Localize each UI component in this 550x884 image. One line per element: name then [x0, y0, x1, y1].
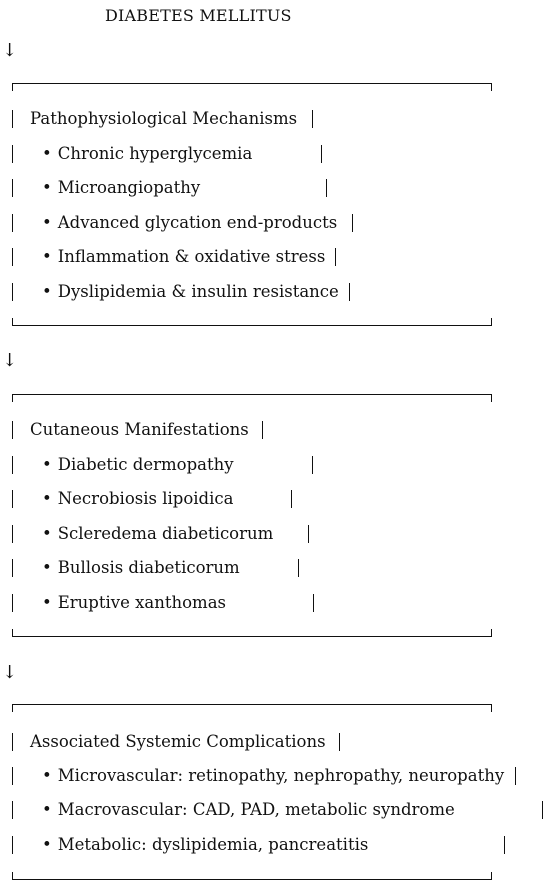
row-left-bar: [12, 559, 13, 577]
list-item: [12, 593, 320, 613]
row-right-bar: [262, 421, 263, 439]
row-right-bar: [515, 767, 516, 785]
bullet-icon: •: [42, 282, 52, 301]
list-item-label: Necrobiosis lipoidica: [57, 489, 234, 508]
box-bottom-border: [12, 318, 492, 326]
row-left-bar: [12, 283, 13, 301]
list-item-label: Scleredema diabeticorum: [57, 524, 274, 543]
box-bottom-border: [12, 629, 492, 637]
row-left-bar: [12, 490, 13, 508]
section-box-systemic: [12, 704, 505, 880]
section-heading-row: [12, 732, 347, 752]
bullet-icon: •: [42, 593, 52, 612]
section-box-pathophysiology: [12, 83, 492, 326]
row-right-bar: [335, 248, 336, 266]
list-item-label: Macrovascular: CAD, PAD, metabolic syndrome: [57, 800, 455, 819]
section-heading: Associated Systemic Complications: [30, 732, 326, 751]
row-left-bar: [12, 110, 13, 128]
row-right-bar: [312, 456, 313, 474]
flow-arrow-down-icon: ↓: [2, 40, 18, 61]
list-item-label: Inflammation & oxidative stress: [57, 247, 326, 266]
list-item-label: Microvascular: retinopathy, nephropathy, neuropathy: [57, 766, 505, 785]
row-right-bar: [339, 733, 340, 751]
diagram-title: DIABETES MELLITUS: [105, 6, 292, 25]
list-item-label: Bullosis diabeticorum: [57, 558, 240, 577]
bullet-icon: •: [42, 455, 52, 474]
list-item: [12, 766, 520, 786]
list-item: [12, 178, 332, 198]
list-item: [12, 800, 548, 820]
row-left-bar: [12, 145, 13, 163]
row-right-bar: [326, 179, 327, 197]
section-heading-row: [12, 420, 267, 440]
list-item-label: Metabolic: dyslipidemia, pancreatitis: [57, 835, 369, 854]
row-right-bar: [349, 283, 350, 301]
bullet-icon: •: [42, 178, 52, 197]
section-box-cutaneous: [12, 394, 492, 637]
box-top-border: [12, 83, 492, 91]
row-right-bar: [504, 836, 505, 854]
section-heading: Cutaneous Manifestations: [30, 420, 249, 439]
list-item: [12, 489, 297, 509]
row-left-bar: [12, 767, 13, 785]
list-item-label: Diabetic dermopathy: [57, 455, 234, 474]
row-left-bar: [12, 594, 13, 612]
box-top-border: [12, 704, 492, 712]
list-item: [12, 282, 357, 302]
list-item: [12, 247, 342, 267]
row-right-bar: [312, 110, 313, 128]
row-left-bar: [12, 421, 13, 439]
list-item: [12, 455, 317, 475]
row-right-bar: [298, 559, 299, 577]
section-heading: Pathophysiological Mechanisms: [30, 109, 298, 128]
list-item-label: Chronic hyperglycemia: [57, 144, 253, 163]
list-item: [12, 144, 327, 164]
flow-arrow-down-icon: ↓: [2, 350, 18, 371]
flow-arrow-down-icon: ↓: [2, 662, 18, 683]
row-left-bar: [12, 525, 13, 543]
list-item-label: Advanced glycation end-products: [57, 213, 338, 232]
bullet-icon: •: [42, 144, 52, 163]
bullet-icon: •: [42, 766, 52, 785]
box-bottom-border: [12, 872, 492, 880]
row-left-bar: [12, 456, 13, 474]
list-item-label: Microangiopathy: [57, 178, 201, 197]
row-right-bar: [352, 214, 353, 232]
row-left-bar: [12, 836, 13, 854]
row-left-bar: [12, 214, 13, 232]
row-right-bar: [291, 490, 292, 508]
list-item: [12, 524, 314, 544]
row-left-bar: [12, 733, 13, 751]
bullet-icon: •: [42, 558, 52, 577]
row-right-bar: [321, 145, 322, 163]
row-right-bar: [313, 594, 314, 612]
bullet-icon: •: [42, 524, 52, 543]
row-left-bar: [12, 801, 13, 819]
bullet-icon: •: [42, 247, 52, 266]
list-item: [12, 835, 510, 855]
row-right-bar: [308, 525, 309, 543]
row-right-bar: [542, 801, 543, 819]
list-item: [12, 213, 357, 233]
list-item: [12, 558, 304, 578]
list-item-label: Dyslipidemia & insulin resistance: [57, 282, 339, 301]
bullet-icon: •: [42, 489, 52, 508]
list-item-label: Eruptive xanthomas: [57, 593, 227, 612]
bullet-icon: •: [42, 800, 52, 819]
section-heading-row: [12, 109, 317, 129]
row-left-bar: [12, 248, 13, 266]
box-top-border: [12, 394, 492, 402]
bullet-icon: •: [42, 213, 52, 232]
row-left-bar: [12, 179, 13, 197]
bullet-icon: •: [42, 835, 52, 854]
